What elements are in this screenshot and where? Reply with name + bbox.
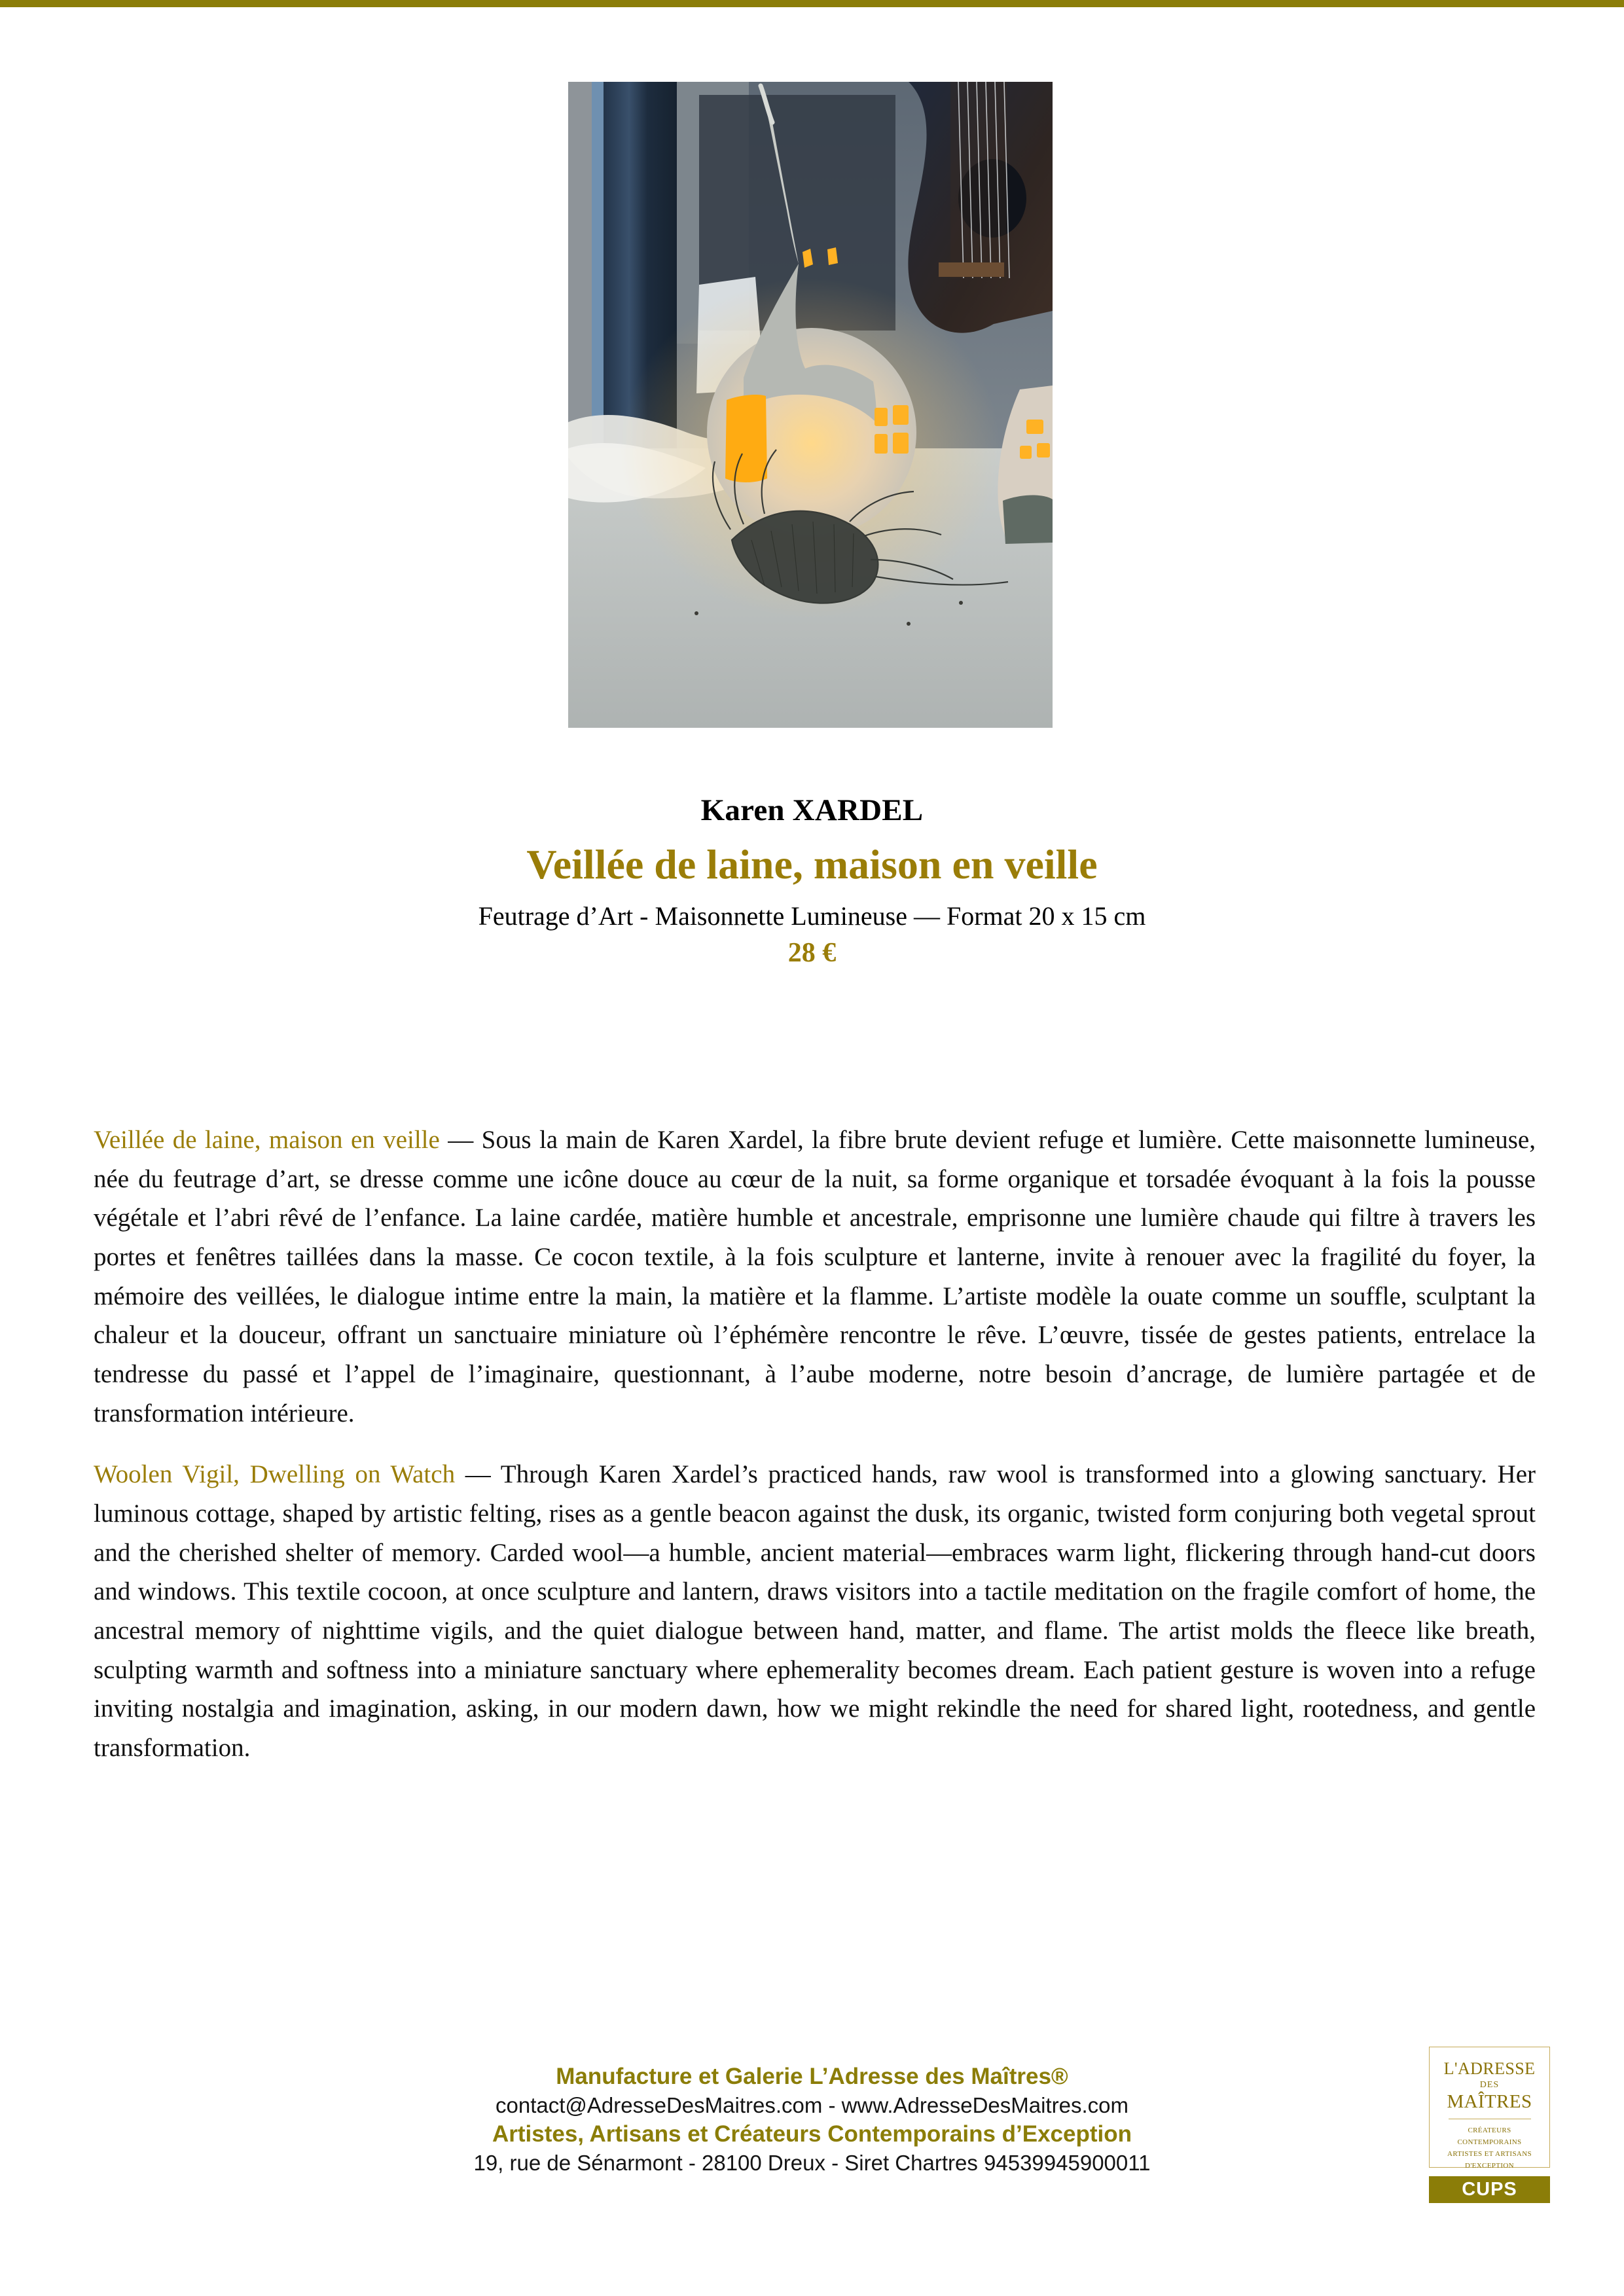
- artist-name: Karen XARDEL: [700, 793, 924, 827]
- description-paragraph-en: [94, 1455, 1536, 1767]
- brand-logo-line3: MAÎTRES: [1447, 2090, 1532, 2112]
- page-footer: [0, 2059, 1624, 2178]
- brand-logo-sub2: ARTISTES ET ARTISANS: [1447, 2149, 1532, 2158]
- brand-logo-card: [1429, 2047, 1550, 2168]
- artwork-specs: Feutrage d’Art - Maisonnette Lumineuse — Format 20 x 15 cm: [478, 901, 1146, 931]
- description-lede-en: Woolen Vigil, Dwelling on Watch: [94, 1460, 456, 1489]
- brand-logo-sub3: D'EXCEPTION: [1465, 2161, 1514, 2170]
- cups-badge[interactable]: CUPS: [1429, 2176, 1550, 2203]
- description-lede-fr: Veillée de laine, maison en veille: [94, 1126, 440, 1154]
- artwork-title-block: [0, 793, 1624, 970]
- footer-address: 19, rue de Sénarmont - 28100 Dreux - Siret Chartres 94539945900011: [473, 2150, 1151, 2175]
- brand-logo-area: [1429, 2047, 1550, 2203]
- artwork-photo: [568, 82, 1053, 728]
- description-section: [94, 1121, 1536, 1768]
- description-paragraph-fr: [94, 1121, 1536, 1433]
- page-title: Veillée de laine, maison en veille: [526, 840, 1098, 888]
- footer-company: Manufacture et Galerie L’Adresse des Maîtres®: [556, 2064, 1068, 2089]
- brand-logo-sub1: CRÉATEURS CONTEMPORAINS: [1457, 2126, 1522, 2147]
- footer-contact[interactable]: contact@AdresseDesMaitres.com - www.AdresseDesMaitres.com: [496, 2092, 1128, 2117]
- artwork-photo-image: [568, 82, 1053, 728]
- brand-logo-line2: DES: [1479, 2079, 1500, 2090]
- description-body-en: — Through Karen Xardel’s practiced hands, raw wool is transformed into a glowing sanctuary. Her luminous cottage, shaped by artistic felting, rises as a gentle beacon against the dusk, its organic, twisted form conjuring both vegetal sprout and the cherished shelter of memory. Carded wool—a humble, ancient material—embraces warm light, flickering through hand-cut doors and windows. This textile cocoon, at once sculpture and lantern, draws visitors into a tactile meditation on the fragile comfort of home, the ancestral memory of nighttime vigils, and the quiet dialogue between hand, matter, and flame. The artist molds the fleece like breath, sculpting warmth and softness into a miniature sanctuary where ephemerality becomes dream. Each patient gesture is woven into a refuge inviting nostalgia and imagination, asking, in our modern dawn, how we might rekindle the need for shared light, rootedness, and gentle transformation.: [94, 1460, 1536, 1762]
- artwork-price: 28 €: [787, 938, 837, 969]
- description-body-fr: — Sous la main de Karen Xardel, la fibre brute devient refuge et lumière. Cette maisonnette lumineuse, née du feutrage d’art, se dresse comme une icône douce au cœur de la nuit, sa forme organique et torsadée évoquant à la fois la pousse végétale et l’abri rêvé de l’enfance. La laine cardée, matière humble et ancestrale, emprisonne une lumière chaude qui filtre à travers les portes et fenêtres taillées dans la masse. Ce cocon textile, à la fois sculpture et lanterne, invite à renouer avec la fragilité du foyer, la mémoire des veillées, le dialogue intime entre la main, la matière et la flamme. L’artiste modèle la ouate comme un souffle, sculptant la chaleur et la douceur, offrant un sanctuaire miniature où l’éphémère rencontre le rêve. L’œuvre, tissée de gestes patients, entrelace la tendresse du passé et l’appel de l’imaginaire, questionnant, à l’aube moderne, notre besoin d’ancrage, de lumière partagée et de transformation intérieure.: [94, 1126, 1536, 1427]
- brand-logo-line1: L'ADRESSE: [1443, 2059, 1536, 2078]
- footer-tagline: Artistes, Artisans et Créateurs Contemporains d’Exception: [492, 2121, 1132, 2147]
- top-accent-bar: [0, 0, 1624, 7]
